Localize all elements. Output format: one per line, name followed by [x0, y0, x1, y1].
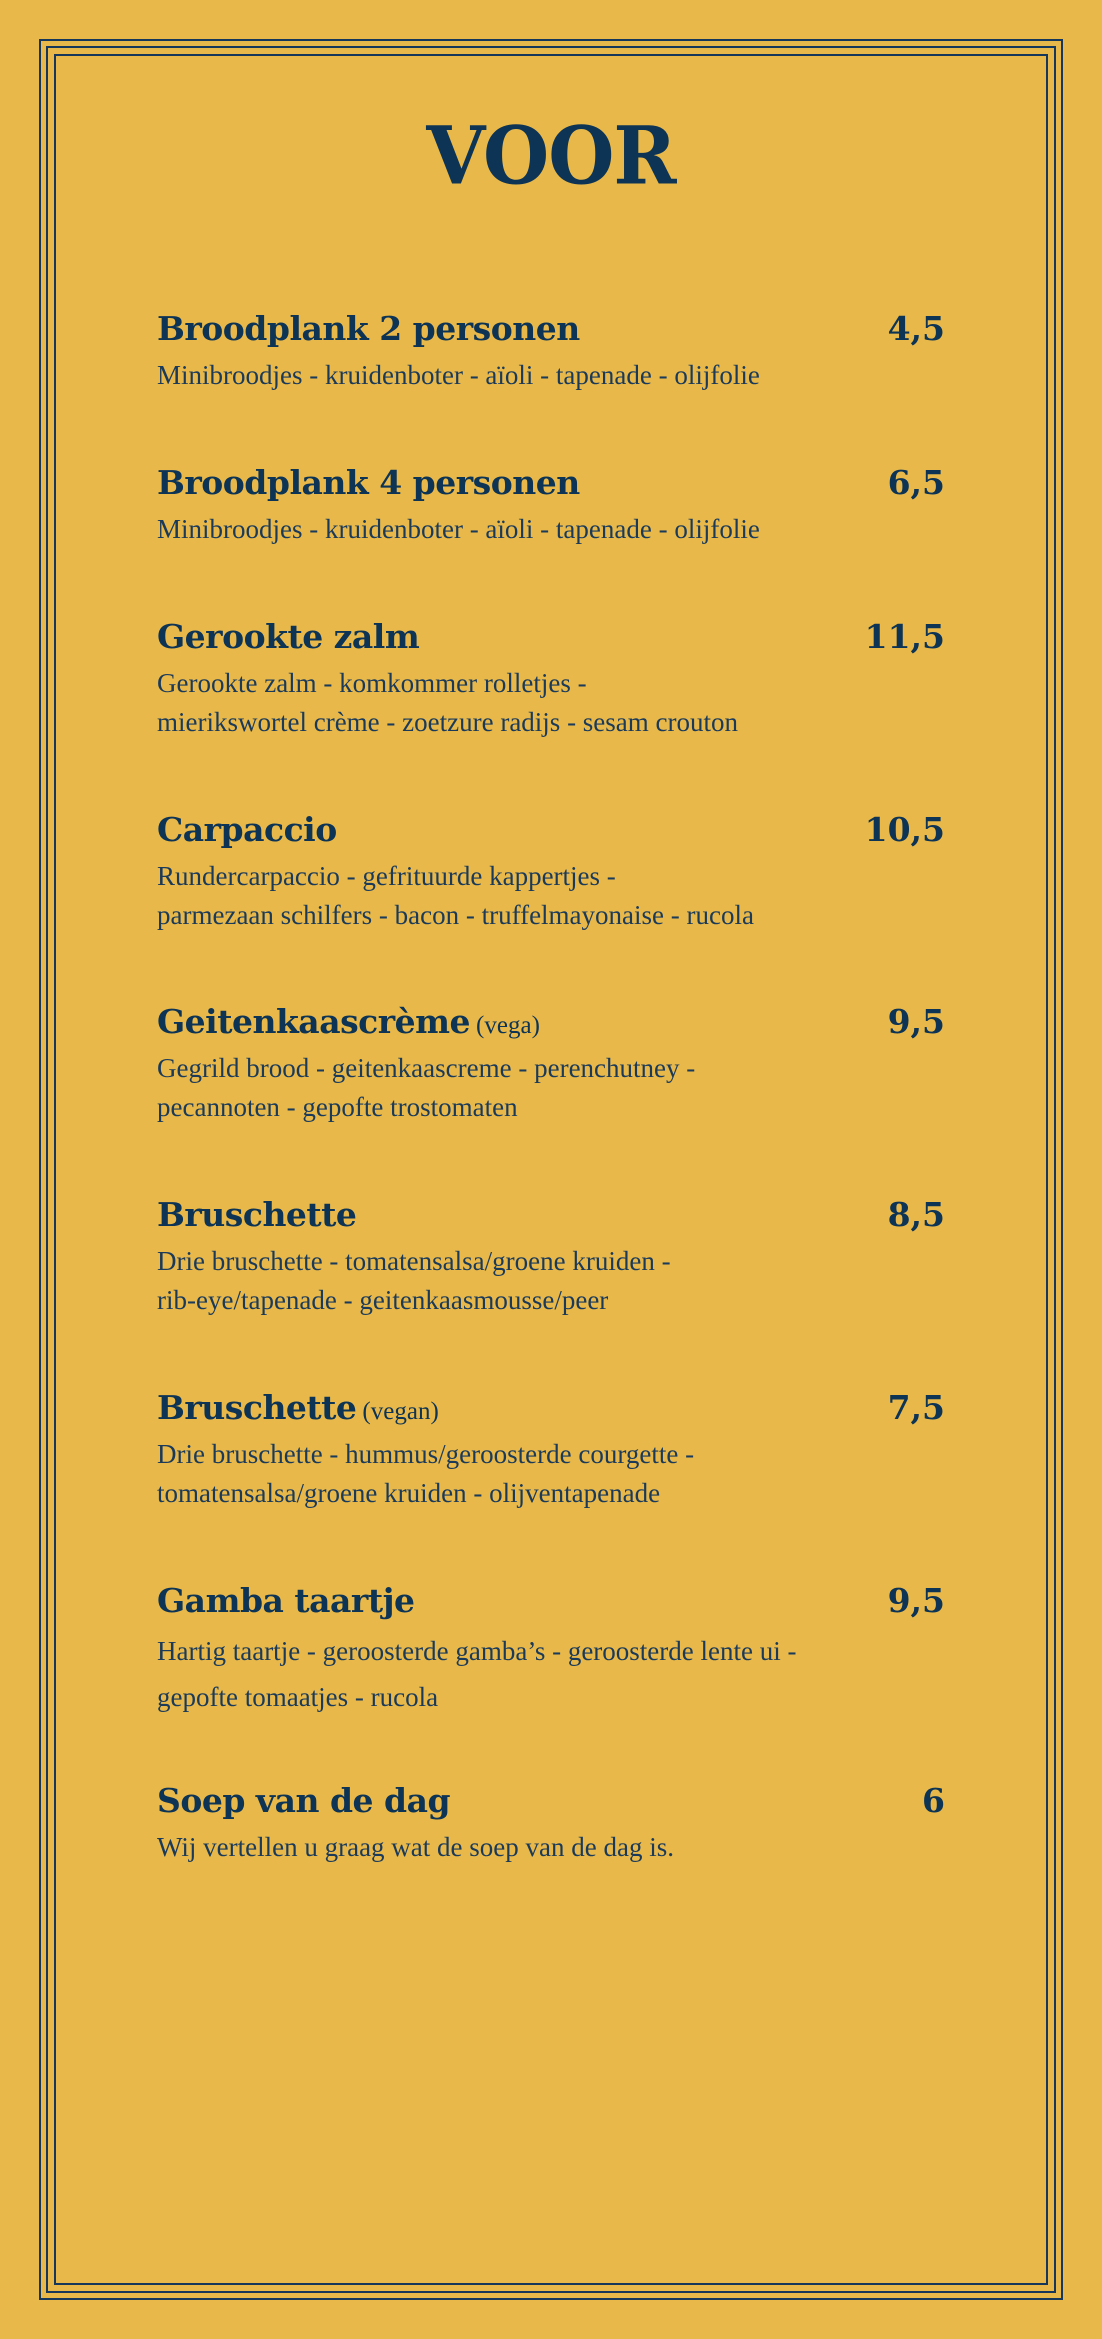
description-line: rib-eye/tapenade - geitenkaasmousse/peer	[157, 1285, 609, 1315]
description-line: mierikswortel crème - zoetzure radijs - sesam crouton	[157, 707, 739, 737]
menu-title: VOOR	[426, 108, 676, 203]
item-description	[157, 1828, 945, 1867]
item-price: 6,5	[887, 463, 945, 502]
description-line: Gegrild brood - geitenkaascreme - perenchutney -	[157, 1053, 696, 1083]
description-line: gepofte tomaatjes - rucola	[157, 1682, 439, 1712]
item-description	[157, 1049, 945, 1127]
menu-item-bruschette	[157, 1192, 945, 1320]
description-line: Drie bruschette - hummus/geroosterde courgette -	[157, 1439, 695, 1469]
description-line: Minibroodjes - kruidenboter - aïoli - tapenade - olijfolie	[157, 514, 760, 544]
item-name: Gamba taartje	[157, 1581, 415, 1620]
item-name: Broodplank 4 personen	[157, 463, 580, 502]
item-price: 9,5	[887, 1581, 945, 1620]
item-description	[157, 356, 945, 395]
item-description	[157, 1628, 945, 1720]
item-price: 7,5	[887, 1388, 945, 1427]
item-name: Bruschette	[157, 1195, 357, 1234]
menu-item-gerookte-zalm	[157, 614, 945, 742]
menu-item-broodplank-4	[157, 460, 945, 549]
menu-item-carpaccio	[157, 807, 945, 935]
item-description	[157, 664, 945, 742]
item-name: Geitenkaascrème	[157, 1002, 471, 1041]
menu-item-gamba-taartje	[157, 1578, 945, 1720]
description-line: Gerookte zalm - komkommer rolletjes -	[157, 668, 587, 698]
item-description	[157, 510, 945, 549]
menu-item-bruschette-vegan	[157, 1385, 945, 1513]
item-description	[157, 1435, 945, 1513]
item-name: Broodplank 2 personen	[157, 309, 580, 348]
item-price: 4,5	[887, 309, 945, 348]
item-price: 9,5	[887, 1002, 945, 1041]
item-price: 6	[922, 1781, 945, 1820]
description-line: parmezaan schilfers - bacon - truffelmayonaise - rucola	[157, 900, 754, 930]
description-line: tomatensalsa/groene kruiden - olijventapenade	[157, 1478, 661, 1508]
description-line: Rundercarpaccio - gefrituurde kappertjes -	[157, 861, 616, 891]
item-price: 8,5	[887, 1195, 945, 1234]
item-tag: (vegan)	[362, 1398, 439, 1425]
item-name: Carpaccio	[157, 810, 337, 849]
item-name: Soep van de dag	[157, 1781, 451, 1820]
item-price: 10,5	[864, 810, 945, 849]
item-description	[157, 857, 945, 935]
description-line: pecannoten - gepofte trostomaten	[157, 1092, 518, 1122]
description-line: Hartig taartje - geroosterde gamba’s - geroosterde lente ui -	[157, 1636, 797, 1666]
description-line: Wij vertellen u graag wat de soep van de dag is.	[157, 1832, 674, 1862]
item-tag: (vega)	[476, 1012, 540, 1039]
description-line: Drie bruschette - tomatensalsa/groene kruiden -	[157, 1246, 671, 1276]
menu-item-geitenkaascreme	[157, 999, 945, 1127]
menu-item-soep-van-de-dag	[157, 1778, 945, 1867]
item-price: 11,5	[864, 617, 945, 656]
item-name: Gerookte zalm	[157, 617, 420, 656]
item-name: Bruschette	[157, 1388, 357, 1427]
menu-item-broodplank-2	[157, 306, 945, 395]
item-description	[157, 1242, 945, 1320]
description-line: Minibroodjes - kruidenboter - aïoli - tapenade - olijfolie	[157, 360, 760, 390]
